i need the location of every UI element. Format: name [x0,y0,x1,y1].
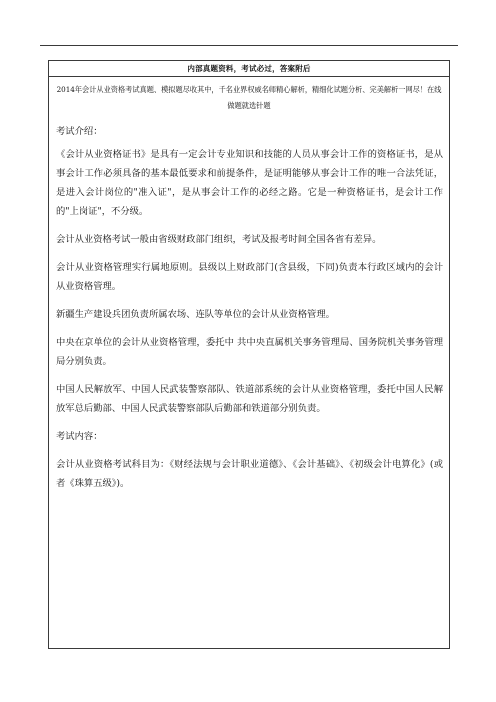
section-title-exam-intro: 考试介绍： [56,126,103,137]
intro-text: 2014年会计从业资格考试真题、模拟题尽收其中，千名业界权威名师精心解析，精细化试题分析、完美解析一网尽！在线做题就选针题 [56,85,442,110]
banner-heading: 内部真题资料，考试必过，答案附后 [49,61,449,77]
paragraph-central-units: 中央在京单位的会计从业资格管理，委托中 共中央直属机关事务管理局、国务院机关事务管理局分别负责。 [56,337,443,367]
section-title-exam-content: 考试内容： [56,431,103,442]
paragraph-territorial: 会计从业资格管理实行属地原则。县级以上财政部门(含县级，下同)负责本行政区域内的会计从业资格管理。 [56,262,443,292]
document-body [49,122,449,493]
paragraph-organization: 会计从业资格考试一般由省级财政部门组织，考试及报考时间全国各省有差异。 [56,234,382,245]
paragraph-military: 中国人民解放军、中国人民武装警察部队、铁道部系统的会计从业资格管理，委托中国人民解放军总后勤部、中国人民武装警察部队后勤部和铁道部分别负责。 [56,384,443,414]
paragraph-certificate: 《会计从业资格证书》是具有一定会计专业知识和技能的人员从事会计工作的资格证书，是从事会计工作必须具备的基本最低要求和前提条件，是证明能够从事会计工作的唯一合法凭证，是进入会计岗位的"准入证"，是从事会计工作的必经之路。它是一种资格证书，是会计工作的"上岗证"，不分级。 [56,149,443,217]
paragraph-subjects: 会计从业资格考试科目为：《财经法规与会计职业道德》、《会计基础》、《初级会计电算化》(或者《珠算五级》)。 [56,459,443,489]
top-rule [40,45,458,46]
document-box [48,60,450,649]
paragraph-xinjiang: 新疆生产建设兵团负责所属农场、连队等单位的会计从业资格管理。 [56,309,335,320]
